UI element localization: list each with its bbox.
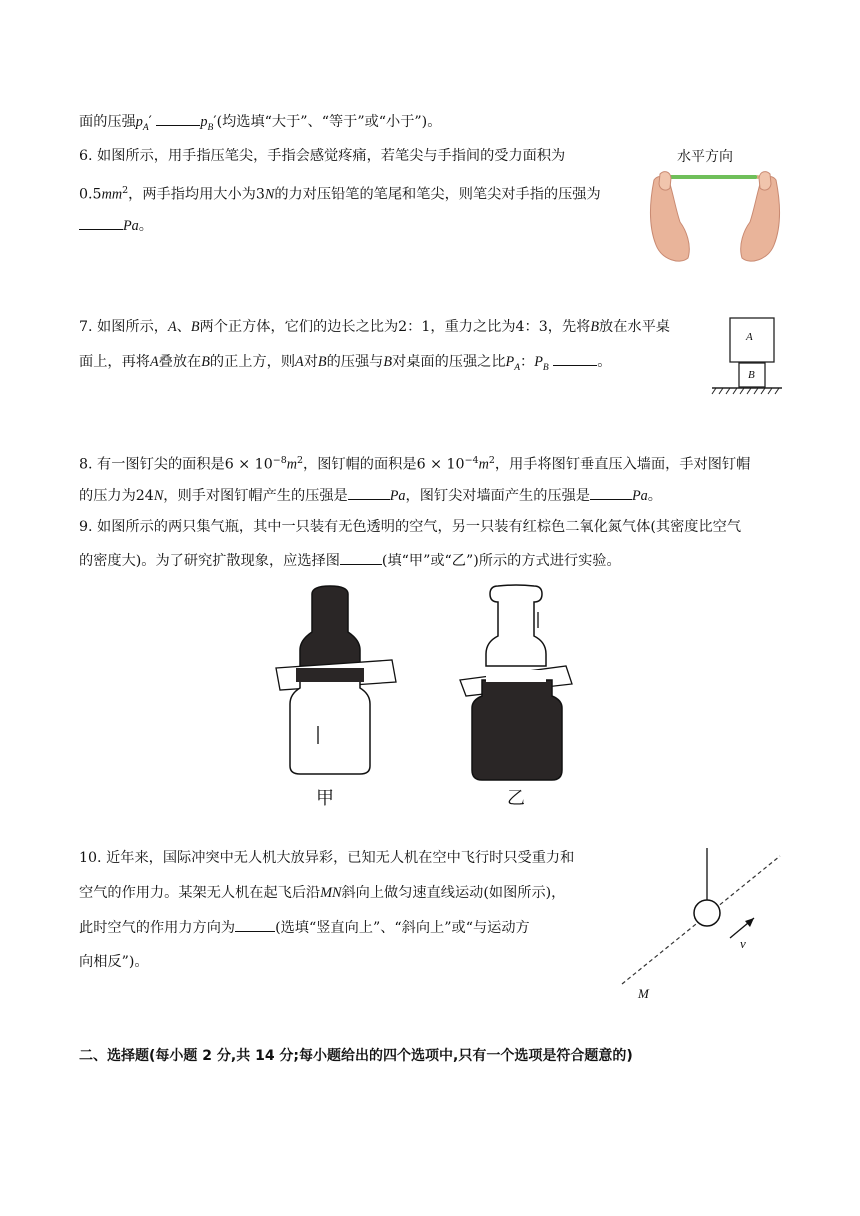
q5-tail-line <box>79 112 441 138</box>
pencil-hands-figure <box>640 140 790 270</box>
q10-line-3 <box>79 918 530 938</box>
q8-text: 的压力为 <box>79 488 136 504</box>
sq: 2 <box>488 455 495 466</box>
cubes-illustration <box>708 314 788 400</box>
sep: 、 <box>176 319 191 335</box>
force-unit: N <box>264 186 275 203</box>
q10-text: 斜向上做匀速直线运动(如图所示)， <box>341 885 566 901</box>
q5-text: 面的压强 <box>79 114 136 130</box>
colon: ： <box>520 354 535 370</box>
jar-pair-right <box>460 585 572 780</box>
q9-line-2 <box>79 551 621 571</box>
area-value: 0.5 <box>79 186 102 203</box>
n-unit: N <box>153 488 164 504</box>
cubes-figure <box>708 314 788 400</box>
q8-text: ，图钉尖对墙面产生的压强是 <box>405 488 590 504</box>
sub-a: A <box>514 362 520 373</box>
q7-line-1 <box>79 317 670 337</box>
sym-b: B <box>201 354 210 370</box>
block-b-label: B <box>748 369 755 381</box>
force-value: 3 <box>255 186 265 203</box>
sym-b: B <box>317 354 327 370</box>
q8-text: ，则手对图钉帽产生的压强是 <box>163 488 348 504</box>
q6-text-b: 的力对压铅笔的笔尾和笔尖，则笔尖对手指的压强为 <box>274 186 601 203</box>
gas-jars-illustration <box>270 584 590 810</box>
m-unit: m <box>478 456 489 473</box>
q7-text: 的正上方，则 <box>209 354 296 370</box>
tip-area: 6 × 10 <box>224 456 273 473</box>
point-m-label: M <box>638 986 649 1001</box>
q6-text: ，两手指均用大小为 <box>128 186 256 203</box>
sym-b: B <box>383 354 392 370</box>
cap-exp: −4 <box>464 455 479 466</box>
q10-line-2 <box>79 883 565 903</box>
q7-text: 对 <box>303 354 318 370</box>
q7-text: 的压强与 <box>326 354 384 370</box>
label-yi: 乙 <box>507 788 525 809</box>
block-a-label: A <box>746 331 753 343</box>
gas-jars-figure <box>270 584 590 810</box>
sq: 2 <box>297 455 304 466</box>
q6-line-1: 6. 如图所示，用手指压笔尖，手指会感觉疼痛，若笔尖与手指间的受力面积为 <box>79 148 566 164</box>
tip-exp: −8 <box>272 455 287 466</box>
q5-blank[interactable] <box>156 112 200 126</box>
q10-text: (选填“竖直向上”、“斜向上”或“与运动方 <box>275 920 530 936</box>
velocity-label: v <box>740 936 746 951</box>
q7-text: 面上，再将 <box>79 354 150 370</box>
q8-blank-1[interactable] <box>348 486 390 500</box>
section-2-heading: 二、选择题(每小题 2 分,共 14 分;每小题给出的四个选项中,只有一个选项是符合题意的) <box>79 1048 633 1064</box>
q8-text: ，用手将图钉垂直压入墙面，手对图钉帽 <box>494 456 751 473</box>
horizontal-direction-label: 水平方向 <box>677 149 733 165</box>
q9-blank[interactable] <box>340 551 382 565</box>
sym-b: B <box>590 319 599 335</box>
pa-sub: A <box>142 122 149 133</box>
force: 24 <box>135 488 154 504</box>
period: 。 <box>138 218 153 234</box>
q10-text: 此时空气的作用力方向为 <box>79 920 236 936</box>
q9-text: 的密度大)。为了研究扩散现象，应选择图 <box>79 553 340 569</box>
pa-unit: Pa <box>389 488 406 504</box>
label-jia: 甲 <box>316 788 334 809</box>
prime: ′ <box>213 114 217 130</box>
q8-text: 8. 有一图钉尖的面积是 <box>79 456 225 473</box>
period: 。 <box>597 354 612 370</box>
pa-unit: Pa <box>123 218 139 234</box>
q6-line-3 <box>79 216 153 236</box>
q8-line-1 <box>79 451 750 475</box>
q6-blank[interactable] <box>79 216 123 230</box>
q7-line-2 <box>79 352 611 378</box>
hands-illustration <box>640 140 790 270</box>
q9-text: (填“甲”或“乙”)所示的方式进行实验。 <box>381 553 621 569</box>
q10-blank[interactable] <box>235 918 275 932</box>
p-symbol: P <box>505 354 515 370</box>
q8-text: ，图钉帽的面积是 <box>303 456 417 473</box>
sym-a: A <box>295 354 304 370</box>
cap-area: 6 × 10 <box>416 456 465 473</box>
q7-text: 对桌面的压强之比 <box>392 354 506 370</box>
jar-pair-left <box>276 586 396 774</box>
sym-a: A <box>167 319 177 335</box>
p-symbol: P <box>534 354 543 370</box>
q7-text-b: 两个正方体，它们的边长之比为2：1，重力之比为4：3，先将 <box>199 319 591 335</box>
mn-symbol: MN <box>320 885 342 901</box>
sub-b: B <box>542 362 549 373</box>
drone-figure <box>612 846 790 1004</box>
q5-instruction: (均选填“大于”、“等于”或“小于”)。 <box>216 114 442 130</box>
area-exp: 2 <box>122 185 129 196</box>
q7-blank[interactable] <box>553 352 597 366</box>
q10-text: 空气的作用力。某架无人机在起飞后沿 <box>79 885 321 901</box>
q8-blank-2[interactable] <box>590 486 632 500</box>
pb-sub: B <box>207 122 214 133</box>
q9-line-1: 9. 如图所示的两只集气瓶，其中一只装有无色透明的空气，另一只装有红棕色二氧化氮气体(其密度比空气 <box>79 519 742 535</box>
q8-line-2 <box>79 486 662 506</box>
sym-a: A <box>149 354 159 370</box>
q7-text: 叠放在 <box>158 354 202 370</box>
pa-unit: Pa <box>631 488 648 504</box>
period: 。 <box>647 488 662 504</box>
area-unit: mm <box>101 186 123 203</box>
q6-line-2 <box>79 181 601 205</box>
q10-line-4: 向相反”)。 <box>79 954 149 970</box>
pb-symbol: p <box>200 114 208 130</box>
sym-b: B <box>190 319 200 335</box>
prime: ′ <box>148 114 152 130</box>
q10-line-1: 10. 近年来，国际冲突中无人机大放异彩，已知无人机在空中飞行时只受重力和 <box>79 850 575 866</box>
pa-symbol: p <box>135 114 143 130</box>
q7-text-c: 放在水平桌 <box>599 319 670 335</box>
q7-text-a: 7. 如图所示， <box>79 319 168 335</box>
drone-illustration <box>612 846 790 1004</box>
m-unit: m <box>286 456 297 473</box>
